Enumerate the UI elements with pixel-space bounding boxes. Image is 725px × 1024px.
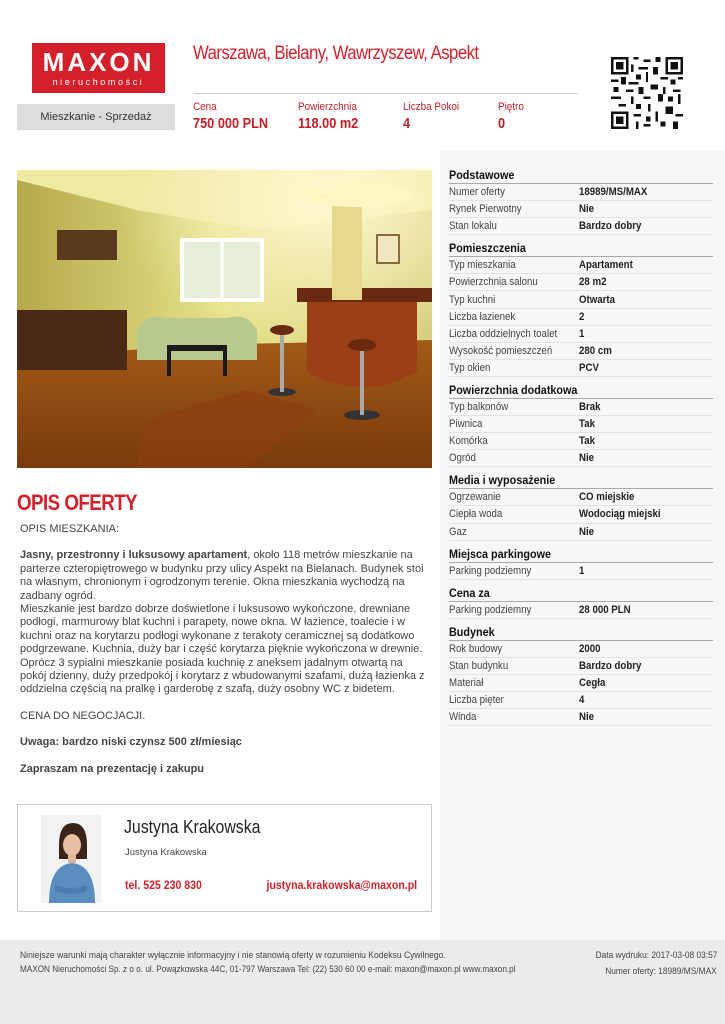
details-section-title: [449, 473, 713, 489]
details-value-text: Apartament: [579, 259, 633, 272]
details-key-text: Typ balkonów: [449, 400, 509, 413]
footer-print-date: Data wydruku: 2017-03-08 03:57: [595, 950, 717, 961]
details-key: [449, 711, 579, 723]
details-section-title-text: Media i wyposażenie: [449, 473, 556, 488]
details-key-text: Liczba pięter: [449, 694, 504, 707]
details-row: [449, 326, 713, 343]
details-value: [579, 491, 642, 503]
stat-value: 0: [498, 115, 506, 132]
details-key: [449, 328, 579, 340]
divider: [193, 93, 578, 94]
logo-wordmark: MAXON: [42, 47, 155, 77]
details-value: [579, 418, 597, 430]
details-row: [449, 602, 713, 619]
details-value: [579, 660, 650, 672]
details-key: [449, 220, 579, 232]
details-key: [449, 694, 579, 706]
details-key: [449, 452, 579, 464]
stat-price: [193, 101, 281, 132]
details-row: [449, 218, 713, 235]
details-key-text: Parking podziemny: [449, 603, 532, 616]
listing-type-badge: Mieszkanie - Sprzedaż: [17, 104, 175, 130]
details-row: [449, 563, 713, 580]
details-key-text: Powierzchnia salonu: [449, 276, 538, 289]
details-value-text: PCV: [579, 361, 599, 374]
description-lead-bold: Jasny, przestronny i luksusowy apartament: [20, 549, 248, 562]
stat-label: Cena: [193, 101, 217, 113]
details-key-text: Stan lokalu: [449, 220, 497, 233]
details-value: [579, 677, 609, 689]
details-section-title-text: Powierzchnia dodatkowa: [449, 382, 578, 397]
agent-subtitle: Justyna Krakowska: [125, 847, 207, 858]
footer-company-info: MAXON Nieruchomości Sp. z o o. ul. Powązkowska 44C, 01-797 Warszawa Tel: (22) 530 60 00 e-mail: maxon@maxon.pl www.maxon.pl: [20, 964, 516, 975]
details-row: [449, 274, 713, 291]
stat-label: Powierzchnia: [298, 101, 357, 113]
maxon-logo[interactable]: [32, 43, 165, 93]
details-row: [449, 184, 713, 201]
details-row: [449, 416, 713, 433]
details-key-text: Rynek Pierwotny: [449, 203, 522, 216]
details-value: [579, 401, 603, 413]
details-value: [579, 203, 596, 215]
details-value-text: 2: [579, 310, 585, 323]
stat-floor: [498, 101, 527, 132]
details-value: [579, 711, 596, 723]
stat-area: [298, 101, 369, 132]
details-row: [449, 309, 713, 326]
details-row: [449, 257, 713, 274]
details-key-text: Ciepła woda: [449, 508, 503, 521]
description-text: [20, 523, 432, 789]
details-section-title: [449, 625, 713, 641]
details-panel: [449, 168, 713, 726]
details-value: [579, 186, 657, 198]
details-key-text: Liczba łazienek: [449, 310, 516, 323]
description-negotiation: CENA DO NEGOCJACJI.: [20, 709, 146, 722]
details-value-text: Tak: [579, 435, 595, 448]
details-key: [449, 294, 579, 306]
details-section-title-text: Podstawowe: [449, 168, 515, 182]
details-section-title-text: Pomieszczenia: [449, 241, 526, 256]
details-key-text: Ogrzewanie: [449, 491, 501, 504]
details-key-text: Numer oferty: [449, 186, 505, 199]
details-value-text: 280 cm: [579, 344, 612, 357]
details-value: [579, 435, 597, 447]
details-key: [449, 401, 579, 413]
details-key-text: Rok budowy: [449, 642, 503, 655]
details-value: [579, 526, 596, 538]
stat-rooms: [403, 101, 465, 132]
details-value-text: Tak: [579, 418, 595, 431]
details-value-text: 18989/MS/MAX: [579, 186, 648, 199]
details-value-text: Bardzo dobry: [579, 220, 642, 233]
stat-value: 118.00 m2: [298, 115, 359, 132]
details-value: [579, 604, 638, 616]
details-key-text: Wysokość pomieszczeń: [449, 344, 553, 357]
details-row: [449, 709, 713, 726]
details-row: [449, 658, 713, 675]
details-value: [579, 452, 596, 464]
details-row: [449, 360, 713, 377]
details-row: [449, 291, 713, 308]
details-key: [449, 203, 579, 215]
details-key-text: Parking podziemny: [449, 564, 532, 577]
description-invite: Zapraszam na prezentację i zakupu: [20, 762, 205, 775]
details-row: [449, 489, 713, 506]
description-title: OPIS OFERTY: [17, 490, 138, 515]
details-section-title: [449, 168, 713, 184]
details-section-title: [449, 241, 713, 257]
stat-label: Liczba Pokoi: [403, 101, 460, 113]
details-value-text: 28 000 PLN: [579, 603, 631, 616]
details-section-title-text: Cena za: [449, 585, 490, 600]
details-row: [449, 675, 713, 692]
details-row: [449, 201, 713, 218]
details-key: [449, 604, 579, 616]
details-row: [449, 524, 713, 541]
details-value-text: Nie: [579, 452, 595, 465]
details-key-text: Komórka: [449, 435, 488, 448]
details-value: [579, 294, 620, 306]
details-key-text: Gaz: [449, 525, 467, 538]
details-key: [449, 311, 579, 323]
details-value: [579, 565, 585, 577]
footer-offer-number: Numer oferty: 18989/MS/MAX: [605, 966, 717, 977]
details-key: [449, 677, 579, 689]
description-lead: [20, 549, 432, 603]
details-key: [449, 418, 579, 430]
details-key-text: Liczba oddzielnych toalet: [449, 327, 558, 340]
details-value: [579, 643, 603, 655]
details-value-text: 4: [579, 694, 585, 707]
details-value: [579, 276, 610, 288]
details-key: [449, 643, 579, 655]
details-section-title: [449, 383, 713, 399]
details-key-text: Typ okien: [449, 361, 491, 374]
details-section-title-text: Budynek: [449, 624, 495, 639]
details-key: [449, 345, 579, 357]
details-key-text: Materiał: [449, 677, 484, 690]
details-value: [579, 328, 585, 340]
details-value: [579, 259, 640, 271]
description-note: Uwaga: bardzo niski czynsz 500 zł/miesiąc: [20, 736, 242, 749]
details-value-text: 2000: [579, 642, 601, 655]
stat-value: 750 000 PLN: [193, 115, 269, 132]
details-key: [449, 259, 579, 271]
details-row: [449, 506, 713, 523]
description-heading: OPIS MIESZKANIA:: [20, 523, 120, 535]
details-key: [449, 186, 579, 198]
qr-code-icon[interactable]: [611, 57, 683, 129]
details-key-text: Stan budynku: [449, 659, 509, 672]
details-section-title: [449, 547, 713, 563]
stat-label: Piętro: [498, 101, 524, 113]
details-value-text: 1: [579, 327, 585, 340]
details-key-text: Typ mieszkania: [449, 259, 516, 272]
details-section-title: [449, 586, 713, 602]
details-value-text: Wodociąg miejski: [579, 508, 661, 521]
details-key: [449, 526, 579, 538]
details-value: [579, 694, 585, 706]
details-section-title-text: Miejsca parkingowe: [449, 546, 552, 561]
page-title: Warszawa, Bielany, Wawrzyszew, Aspekt: [193, 43, 479, 64]
details-value-text: Nie: [579, 203, 595, 216]
details-value-text: Cegła: [579, 677, 606, 690]
stat-value: 4: [403, 115, 411, 132]
footer: [0, 940, 725, 1024]
details-key: [449, 435, 579, 447]
details-value-text: 1: [579, 564, 585, 577]
agent-email-link[interactable]: justyna.krakowska@maxon.pl: [266, 878, 417, 892]
details-value-text: Brak: [579, 400, 601, 413]
apartment-photo[interactable]: [17, 170, 432, 468]
agent-card: [17, 804, 432, 912]
details-key: [449, 276, 579, 288]
details-row: [449, 692, 713, 709]
details-key: [449, 508, 579, 520]
details-key-text: Typ kuchni: [449, 293, 496, 306]
details-row: [449, 433, 713, 450]
header: [0, 0, 725, 150]
details-value: [579, 508, 672, 520]
details-row: [449, 641, 713, 658]
details-value: [579, 345, 616, 357]
details-key-text: Ogród: [449, 452, 476, 465]
details-key-text: Piwnica: [449, 418, 483, 431]
details-row: [449, 399, 713, 416]
details-value-text: CO miejskie: [579, 491, 635, 504]
details-value-text: Nie: [579, 525, 595, 538]
details-key: [449, 660, 579, 672]
details-key-text: Winda: [449, 711, 477, 724]
agent-name: Justyna Krakowska: [124, 817, 261, 837]
description-lead-rest: , około 118 metrów mieszkanie na parterze czteropiętrowego w budynku przy ulicy Aspekt na Bielanach. Budynek stoi na własnym, chronionym i ogrodzonym terenie. Okna mieszkania wychodzą na zadbany ogród.: [20, 549, 424, 602]
details-row: [449, 343, 713, 360]
details-key: [449, 491, 579, 503]
description-body: Mieszkanie jest bardzo dobrze doświetlone i luksusowo wykończone, drewniane podłogi, marmurowy blat kuchni i parapety, nowe okna. W łazience, toalecie i w kuchni oraz na korytarzu podłogi wykonane z terakoty ceramicznej są dodatkowo podgrzewane. Kuchnia, duży bar i część korytarza pięknie wykończona w drewnie. Oprócz 3 sypialni mieszkanie posiada kuchnię z aneksem jadalnym otwartą na pokój dzienny, duży przedpokój i korytarz z wbudowanymi szafami, dużą łazienka z oddzielna częścią na pralkę i garderobę z szafą, duży osobny WC z bidetem.: [20, 603, 425, 696]
agent-phone-link[interactable]: tel. 525 230 830: [125, 878, 202, 892]
details-key: [449, 565, 579, 577]
details-row: [449, 450, 713, 467]
logo-tagline: nieruchomości: [52, 77, 145, 87]
details-value-text: Nie: [579, 711, 595, 724]
details-value-text: 28 m2: [579, 276, 607, 289]
details-value-text: Bardzo dobry: [579, 659, 642, 672]
details-value: [579, 362, 602, 374]
details-key: [449, 362, 579, 374]
footer-disclaimer: Niniejsze warunki mają charakter wyłącznie informacyjny i nie stanowią oferty w rozumieniu Kodeksu Cywilnego.: [20, 950, 446, 961]
agent-avatar: [41, 815, 101, 903]
details-value: [579, 220, 650, 232]
details-value-text: Otwarta: [579, 293, 616, 306]
details-value: [579, 311, 585, 323]
